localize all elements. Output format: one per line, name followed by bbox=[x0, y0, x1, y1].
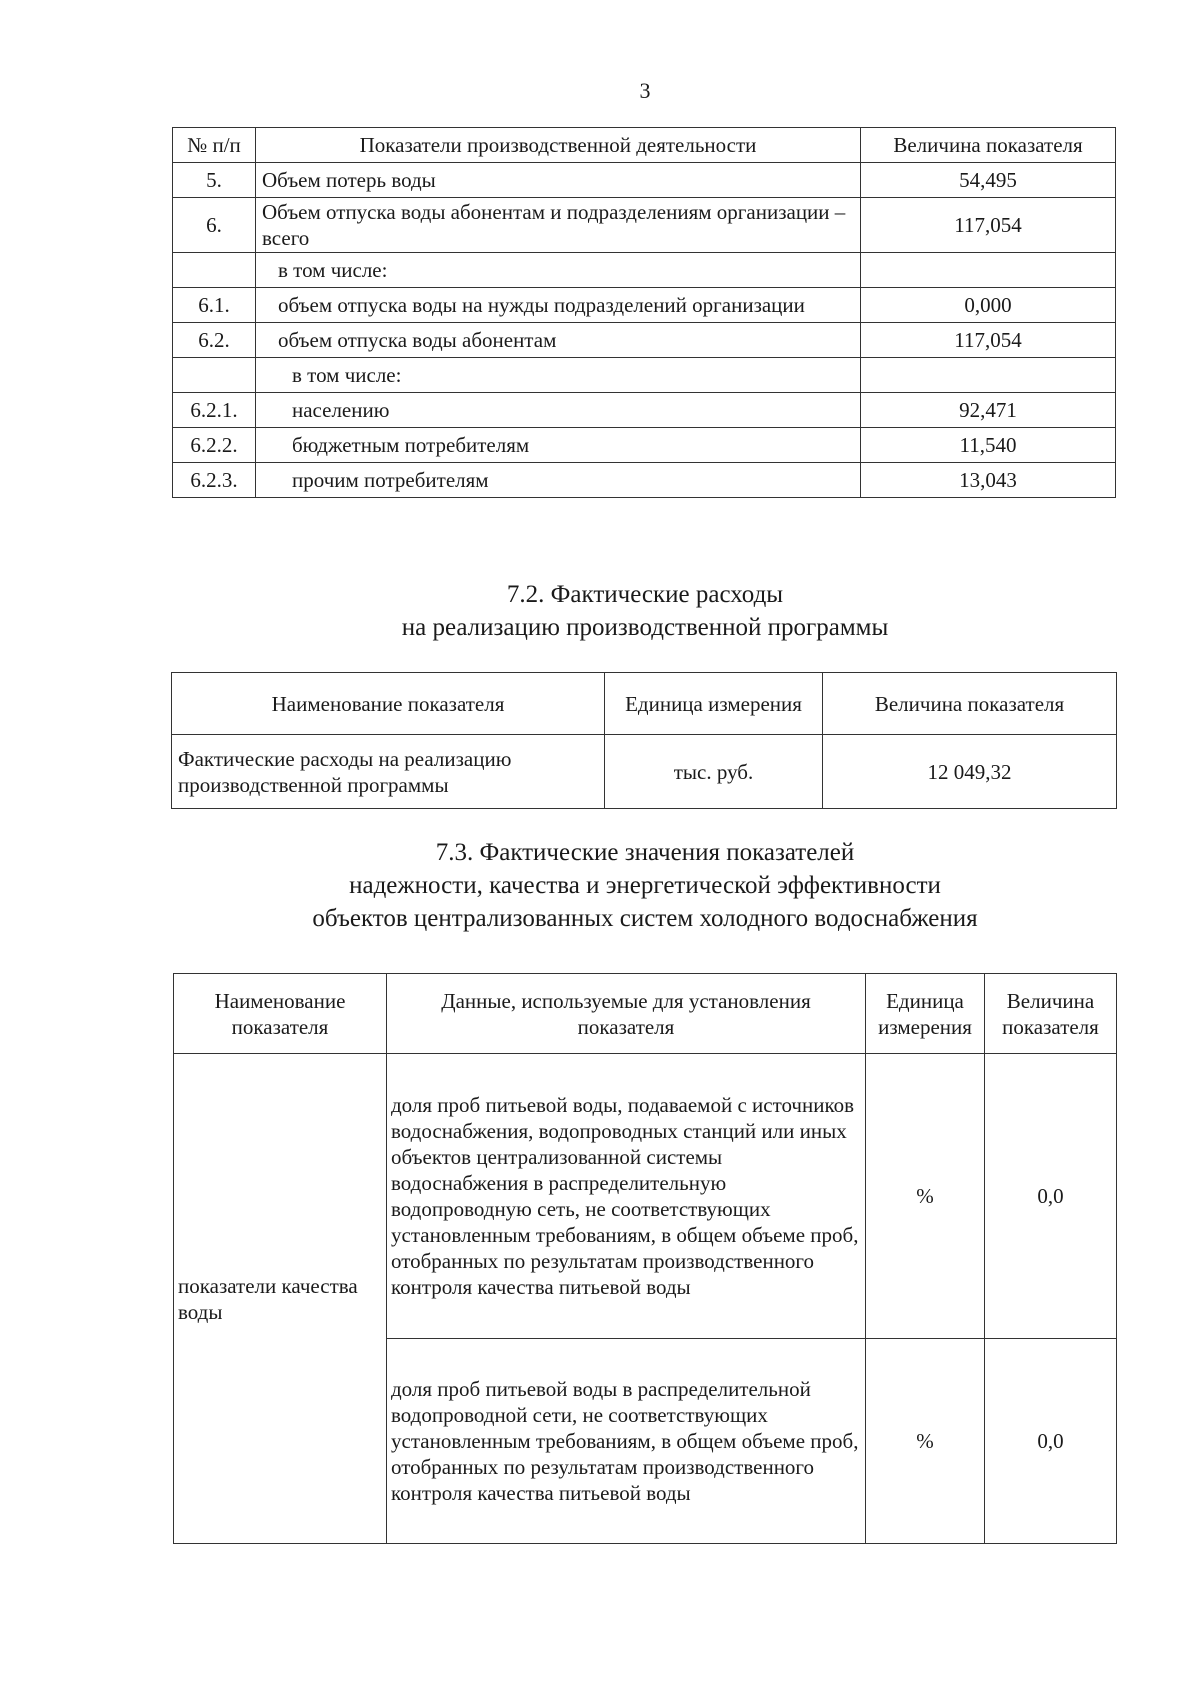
table-row bbox=[173, 463, 1116, 498]
row-num: 6.2.2. bbox=[173, 428, 256, 463]
row-data: доля проб питьевой воды в распределительной водопроводной сети, не соответствующих установленным требованиям, в общем объеме проб, отобранных по результатам производственного контроля качества питьевой воды bbox=[387, 1339, 866, 1544]
row-num: 6.1. bbox=[173, 288, 256, 323]
header-num: № п/п bbox=[173, 128, 256, 163]
row-unit: % bbox=[866, 1339, 985, 1544]
page-number: 3 bbox=[639, 78, 651, 103]
section-72-title bbox=[0, 578, 1200, 644]
row-value: 117,054 bbox=[861, 323, 1116, 358]
header-unit: Единица измерения bbox=[605, 673, 823, 735]
row-value bbox=[861, 253, 1116, 288]
row-value: 0,000 bbox=[861, 288, 1116, 323]
section-72-title-line2: на реализацию производственной программы bbox=[401, 614, 889, 641]
table-header-row bbox=[172, 673, 1117, 735]
table-header-row bbox=[173, 128, 1116, 163]
production-indicators-table bbox=[172, 127, 1116, 498]
row-value bbox=[861, 358, 1116, 393]
table-row bbox=[173, 288, 1116, 323]
header-value: Величина показателя bbox=[861, 128, 1116, 163]
row-name: Объем отпуска воды абонентам и подразделениям организации – всего bbox=[256, 198, 861, 253]
table-row bbox=[174, 1054, 1117, 1339]
table-row bbox=[173, 198, 1116, 253]
table-row bbox=[173, 428, 1116, 463]
row-name: объем отпуска воды на нужды подразделений организации bbox=[256, 288, 861, 323]
row-name: Объем потерь воды bbox=[256, 163, 861, 198]
row-unit: тыс. руб. bbox=[605, 735, 823, 809]
row-value: 117,054 bbox=[861, 198, 1116, 253]
header-indicator: Показатели производственной деятельности bbox=[256, 128, 861, 163]
row-name: в том числе: bbox=[256, 358, 861, 393]
row-value: 13,043 bbox=[861, 463, 1116, 498]
row-data: доля проб питьевой воды, подаваемой с источников водоснабжения, водопроводных станций или иных объектов централизованной системы водоснабжения в распределительную водопроводную сеть, не соответствующих установленным требованиям, в общем объеме проб, отобранных по результатам производственного контроля качества питьевой воды bbox=[387, 1054, 866, 1339]
row-num bbox=[173, 253, 256, 288]
section-73-title bbox=[0, 836, 1200, 935]
row-value: 54,495 bbox=[861, 163, 1116, 198]
expenses-table bbox=[171, 672, 1117, 809]
row-value: 12 049,32 bbox=[823, 735, 1117, 809]
header-data: Данные, используемые для установления показателя bbox=[387, 974, 866, 1054]
row-unit: % bbox=[866, 1054, 985, 1339]
row-name: Фактические расходы на реализацию производственной программы bbox=[172, 735, 605, 809]
row-value: 0,0 bbox=[985, 1054, 1117, 1339]
section-73-title-line1: 7.3. Фактические значения показателей bbox=[435, 839, 855, 866]
header-value: Величина показателя bbox=[985, 974, 1117, 1054]
row-num: 5. bbox=[173, 163, 256, 198]
row-num: 6.2.1. bbox=[173, 393, 256, 428]
row-name: объем отпуска воды абонентам bbox=[256, 323, 861, 358]
row-value: 11,540 bbox=[861, 428, 1116, 463]
row-num: 6. bbox=[173, 198, 256, 253]
header-value: Величина показателя bbox=[823, 673, 1117, 735]
row-num: 6.2. bbox=[173, 323, 256, 358]
row-value: 92,471 bbox=[861, 393, 1116, 428]
row-num: 6.2.3. bbox=[173, 463, 256, 498]
header-name: Наименование показателя bbox=[174, 974, 387, 1054]
header-name: Наименование показателя bbox=[172, 673, 605, 735]
group-name: показатели качества воды bbox=[174, 1054, 387, 1544]
row-name: в том числе: bbox=[256, 253, 861, 288]
row-name: прочим потребителям bbox=[256, 463, 861, 498]
row-value: 0,0 bbox=[985, 1339, 1117, 1544]
section-72-title-line1: 7.2. Фактические расходы bbox=[506, 581, 784, 608]
table-row bbox=[172, 735, 1117, 809]
table-row bbox=[173, 393, 1116, 428]
section-73-title-line2: надежности, качества и энергетической эффективности bbox=[349, 872, 941, 899]
table-row bbox=[173, 323, 1116, 358]
table-row bbox=[173, 358, 1116, 393]
header-unit: Единица измерения bbox=[866, 974, 985, 1054]
row-num bbox=[173, 358, 256, 393]
table-row bbox=[173, 253, 1116, 288]
quality-indicators-table bbox=[173, 973, 1117, 1544]
table-row bbox=[173, 163, 1116, 198]
row-name: бюджетным потребителям bbox=[256, 428, 861, 463]
row-name: населению bbox=[256, 393, 861, 428]
table-header-row bbox=[174, 974, 1117, 1054]
section-73-title-line3: объектов централизованных систем холодного водоснабжения bbox=[312, 905, 978, 932]
